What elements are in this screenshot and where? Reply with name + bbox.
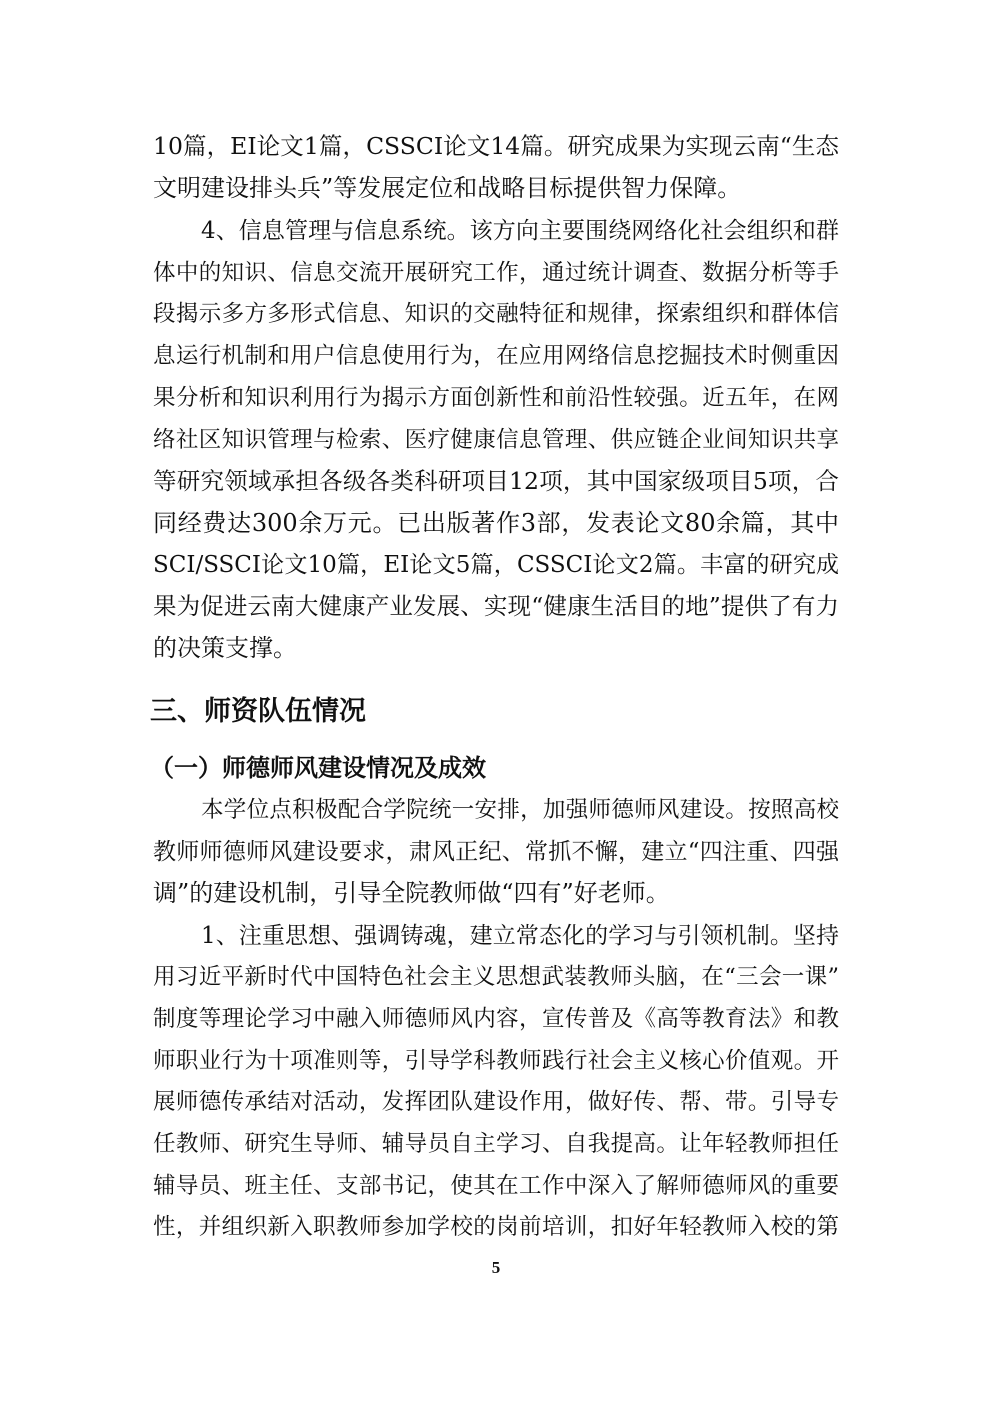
paragraph-4-line-7: 辅导员、班主任、支部书记，使其在工作中深入了解师德师风的重要 (153, 1173, 839, 1199)
paragraph-2-line-7: 等研究领域承担各级各类科研项目12项，其中国家级项目5项，合 (153, 467, 839, 495)
subsection-heading: （一）师德师风建设情况及成效 (150, 754, 486, 782)
paragraph-3-line-1: 本学位点积极配合学院统一安排，加强师德师风建设。按照高校 (201, 797, 839, 823)
paragraph-2-line-5: 果分析和知识利用行为揭示方面创新性和前沿性较强。近五年，在网 (153, 385, 839, 411)
paragraph-2-line-6: 络社区知识管理与检索、医疗健康信息管理、供应链企业间知识共享 (153, 427, 839, 453)
paragraph-4-line-8: 性，并组织新入职教师参加学校的岗前培训，扣好年轻教师入校的第 (153, 1214, 839, 1240)
paragraph-2-line-1: 4、信息管理与信息系统。该方向主要围绕网络化社会组织和群 (201, 218, 839, 244)
paragraph-1-line-2: 文明建设排头兵”等发展定位和战略目标提供智力保障。 (153, 174, 742, 202)
paragraph-4-line-6: 任教师、研究生导师、辅导员自主学习、自我提高。让年轻教师担任 (153, 1131, 839, 1157)
paragraph-3-line-3: 调”的建设机制，引导全院教师做“四有”好老师。 (153, 879, 670, 907)
paragraph-4-line-2: 用习近平新时代中国特色社会主义思想武装教师头脑，在“三会一课” (153, 964, 839, 990)
section-heading: 三、师资队伍情况 (150, 696, 366, 727)
paragraph-2-line-3: 段揭示多方多形式信息、知识的交融特征和规律，探索组织和群体信 (153, 301, 839, 327)
paragraph-4-line-4: 师职业行为十项准则等，引导学科教师践行社会主义核心价值观。开 (153, 1048, 839, 1074)
paragraph-3-line-2: 教师师德师风建设要求，肃风正纪、常抓不懈，建立“四注重、四强 (153, 839, 839, 865)
page-number: 5 (491, 1258, 501, 1277)
paragraph-2-line-10: 果为促进云南大健康产业发展、实现“健康生活目的地”提供了有力 (153, 592, 839, 620)
paragraph-2-line-9: SCI/SSCI论文10篇，EI论文5篇，CSSCI论文2篇。丰富的研究成 (153, 552, 839, 578)
paragraph-4-line-1: 1、注重思想、强调铸魂，建立常态化的学习与引领机制。坚持 (201, 923, 839, 949)
paragraph-2-line-11: 的决策支撑。 (153, 634, 297, 662)
paragraph-2-line-4: 息运行机制和用户信息使用行为，在应用网络信息挖掘技术时侧重因 (153, 343, 839, 369)
paragraph-1-line-1: 10篇，EI论文1篇，CSSCI论文14篇。研究成果为实现云南“生态 (153, 132, 839, 160)
paragraph-4-line-3: 制度等理论学习中融入师德师风内容，宣传普及《高等教育法》和教 (153, 1006, 839, 1032)
paragraph-2-line-2: 体中的知识、信息交流开展研究工作，通过统计调查、数据分析等手 (153, 260, 839, 286)
paragraph-2-line-8: 同经费达300余万元。已出版著作3部，发表论文80余篇，其中 (153, 509, 839, 537)
paragraph-4-line-5: 展师德传承结对活动，发挥团队建设作用，做好传、帮、带。引导专 (153, 1089, 839, 1115)
